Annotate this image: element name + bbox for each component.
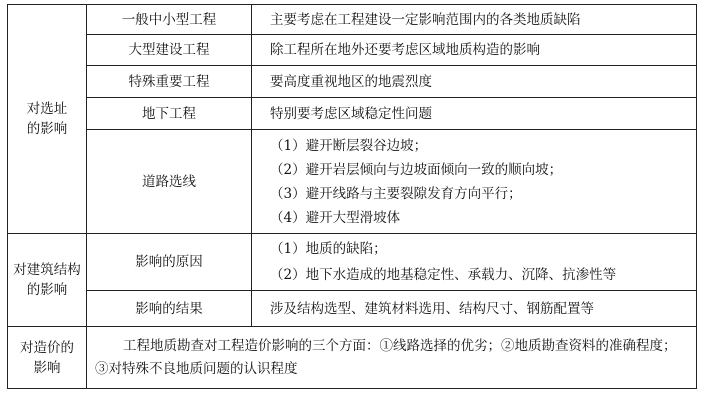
category-cell-cost [8,327,87,389]
description-cell [252,234,697,291]
table-row [8,291,697,327]
category-label-line: 的影响 [26,282,68,298]
category-cell-site-selection [8,5,87,234]
cost-impact-text-cell [87,327,697,389]
table-row [8,130,697,234]
category-label-line: 对建筑结构 [13,262,81,278]
geology-impact-table [7,4,697,234]
factor-cell: 地下工程 [87,98,252,130]
factor-cell: 影响的原因 [87,234,252,291]
description-cell [252,291,697,327]
description-line: 主要考虑在工程建设一定影响范围内的各类地质缺陷 [270,11,581,28]
category-label-line: 对选址 [26,101,68,117]
factor-cell: 影响的结果 [87,291,252,327]
table-row [8,98,697,130]
factor-cell: 特殊重要工程 [87,66,252,98]
table-row [8,5,697,35]
description-cell [252,130,697,234]
description-line: （2）地下水造成的地基稳定性、承载力、沉降、抗渗性等 [270,267,617,283]
description-cell [252,5,697,35]
table-row [8,234,697,291]
cost-impact-text: 工程地质勘查对工程造价影响的三个方面：①线路选择的优劣；②地质勘查资料的准确程度；③对特殊不良地质问题的认识程度 [95,337,677,377]
description-cell [252,35,697,66]
structure-impact-table [7,233,697,389]
table-row [8,66,697,98]
category-label-line: 影响 [33,359,61,376]
description-line: （4）避开大型滑坡体 [270,209,401,226]
category-label-line: 对造价的 [20,339,74,356]
factor-cell: 一般中小型工程 [87,5,252,35]
factor-cell: 大型建设工程 [87,35,252,66]
table-row [8,35,697,66]
description-line: 特别要考虑区域稳定性问题 [270,105,432,122]
description-cell [252,66,697,98]
description-cell [252,98,697,130]
category-label-line: 的影响 [26,121,68,137]
geology-impact-table-container [7,4,697,234]
description-line: 要高度重视地区的地震烈度 [270,73,432,90]
description-line: 除工程所在地外还要考虑区域地质构造的影响 [270,42,540,58]
description-line: 涉及结构选型、建筑材料选用、结构尺寸、钢筋配置等 [270,300,594,317]
table-row [8,327,697,389]
description-line: （1）避开断层裂谷边坡； [270,137,428,154]
description-line: （1）地质的缺陷； [270,241,387,257]
description-line: （3）避开线路与主要裂隙发育方向平行； [270,185,522,202]
category-cell-structure [8,234,87,327]
factor-cell: 道路选线 [87,130,252,234]
description-line: （2）避开岩层倾向与边坡面倾向一致的顺向坡； [270,161,563,178]
structure-section-container [7,233,697,389]
